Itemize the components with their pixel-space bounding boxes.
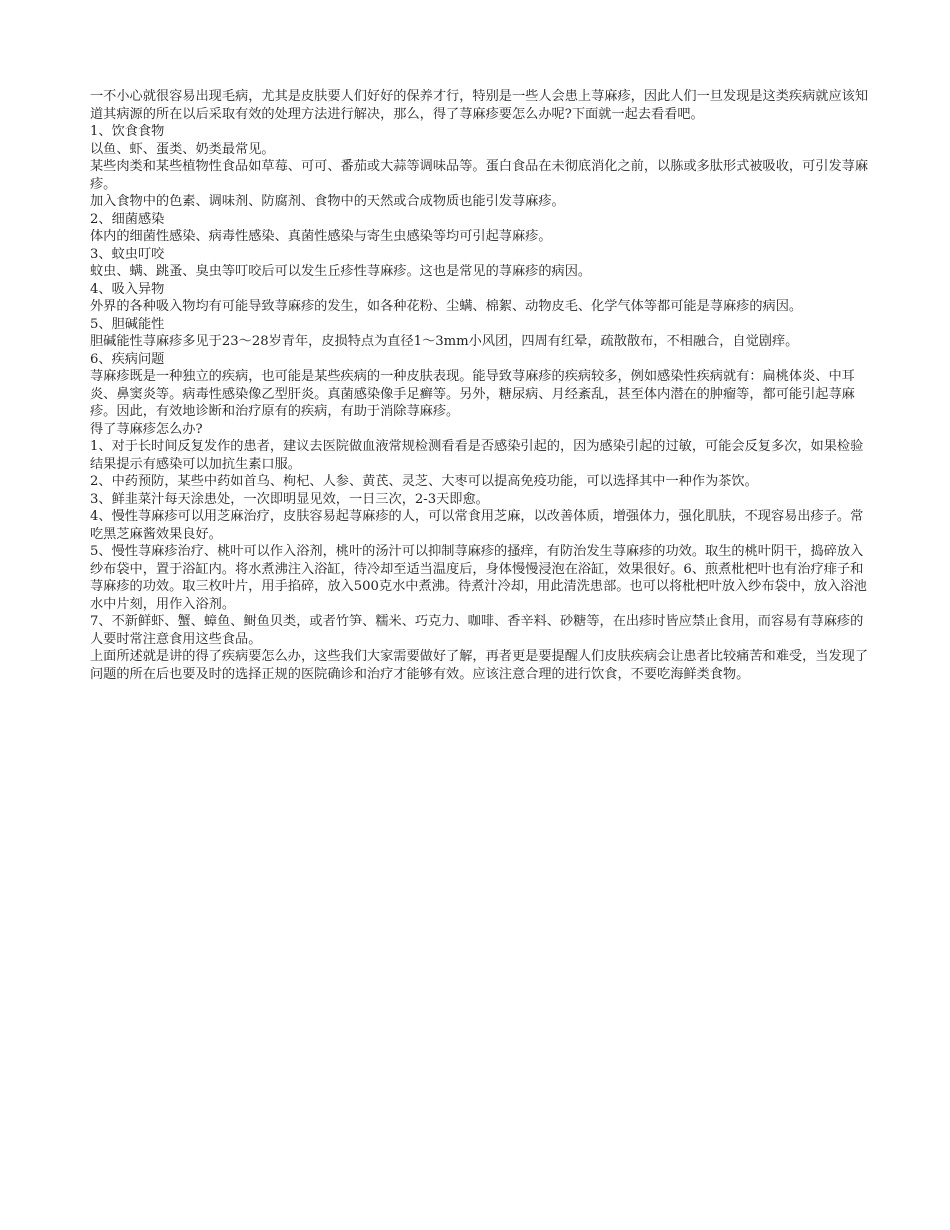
paragraph: 2、中药预防，某些中药如首乌、枸杞、人参、黄芪、灵芝、大枣可以提高免疫功能，可以选择其中一种作为茶饮。: [90, 474, 758, 489]
paragraph: 1、对于长时间反复发作的患者，建议去医院做血液常规检测看看是否感染引起的，因为感染引起的过敏，可能会反复多次，如果检验结果提示有感染可以加抗生素口服。: [90, 439, 864, 472]
section-heading-disease: 6、疾病问题: [90, 351, 165, 367]
section-heading-insect-bites: 3、蚊虫叮咬: [90, 246, 165, 262]
paragraph: 以鱼、虾、蛋类、奶类最常见。: [90, 141, 275, 157]
paragraph: 蚊虫、螨、跳蚤、臭虫等叮咬后可以发生丘疹性荨麻疹。这也是常见的荨麻疹的病因。: [90, 264, 592, 279]
intro-paragraph: 一不小心就很容易出现毛病，尤其是皮肤要人们好好的保养才行，特别是一些人会患上荨麻疹，因此人们一旦发现是这类疾病就应该知道其病源的所在以后采取有效的处理方法进行解决，那么，得了荨麻疹要怎么办呢?下面就一起去看看吧。: [90, 89, 869, 122]
paragraph: 外界的各种吸入物均有可能导致荨麻疹的发生，如各种花粉、尘螨、棉絮、动物皮毛、化学气体等都可能是荨麻疹的病因。: [90, 299, 803, 314]
section-heading-inhalants: 4、吸入异物: [90, 281, 165, 297]
paragraph: 3、鲜韭菜汁每天涂患处，一次即明显见效，一日三次，2-3天即愈。: [90, 491, 489, 507]
paragraph: 某些肉类和某些植物性食品如草莓、可可、番茄或大蒜等调味品等。蛋白食品在未彻底消化之前，以胨或多肽形式被吸收，可引发荨麻疹。: [90, 159, 869, 192]
paragraph: 4、慢性荨麻疹可以用芝麻治疗，皮肤容易起荨麻疹的人，可以常食用芝麻，以改善体质，增强体力，强化肌肤，不现容易出疹子。常吃黑芝麻酱效果良好。: [90, 509, 864, 542]
paragraph: 体内的细菌性感染、病毒性感染、真菌性感染与寄生虫感染等均可引起荨麻疹。: [90, 229, 552, 244]
section-heading-cholinergic: 5、胆碱能性: [90, 316, 165, 332]
section-heading-diet: 1、饮食食物: [90, 124, 165, 139]
section-heading-what-to-do: 得了荨麻疹怎么办?: [90, 421, 203, 437]
paragraph: 荨麻疹既是一种独立的疾病，也可能是某些疾病的一种皮肤表现。能导致荨麻疹的疾病较多，例如感染性疾病就有：扁桃体炎、中耳炎、鼻窦炎等。病毒性感染像乙型肝炎。真菌感染像手足癣等。另外，糖尿病、月经紊乱，甚至体内潜在的肿瘤等，都可能引起荨麻疹。因此，有效地诊断和治疗原有的疾病，有助于消除荨麻疹。: [90, 369, 855, 419]
paragraph: 胆碱能性荨麻疹多见于23～28岁青年，皮损特点为直径1～3mm小风团，四周有红晕，疏散散布，不相融合，自觉剧痒。: [90, 334, 799, 349]
paragraph: 加入食物中的色素、调味剂、防腐剂、食物中的天然或合成物质也能引发荨麻疹。: [90, 194, 565, 209]
closing-paragraph: 上面所述就是讲的得了疾病要怎么办，这些我们大家需要做好了解，再者更是要提醒人们皮肤疾病会让患者比较痛苦和难受，当发现了问题的所在后也要及时的选择正规的医院确诊和治疗才能够有效。应该注意合理的进行饮食，不要吃海鲜类食物。: [90, 649, 869, 682]
section-heading-bacteria: 2、细菌感染: [90, 211, 165, 227]
paragraph: 5、慢性荨麻疹治疗、桃叶可以作入浴剂，桃叶的汤汁可以抑制荨麻疹的搔痒，有防治发生荨麻疹的功效。取生的桃叶阴干，捣碎放入纱布袋中，置于浴缸内。将水煮沸注入浴缸，待冷却至适当温度后，身体慢慢浸泡在浴缸，效果很好。6、煎煮枇杷叶也有治疗痱子和荨麻疹的功效。取三枚叶片，用手掐碎，放入500克水中煮沸。待煮汁冷却，用此清洗患部。也可以将枇杷叶放入纱布袋中，放入浴池水中片刻，用作入浴剂。: [90, 544, 867, 612]
article-body: [90, 88, 870, 683]
paragraph: 7、不新鲜虾、蟹、蟑鱼、鲥鱼贝类，或者竹笋、糯米、巧克力、咖啡、香辛料、砂糖等，在出疹时皆应禁止食用，而容易有荨麻疹的人要时常注意食用这些食品。: [90, 614, 864, 647]
